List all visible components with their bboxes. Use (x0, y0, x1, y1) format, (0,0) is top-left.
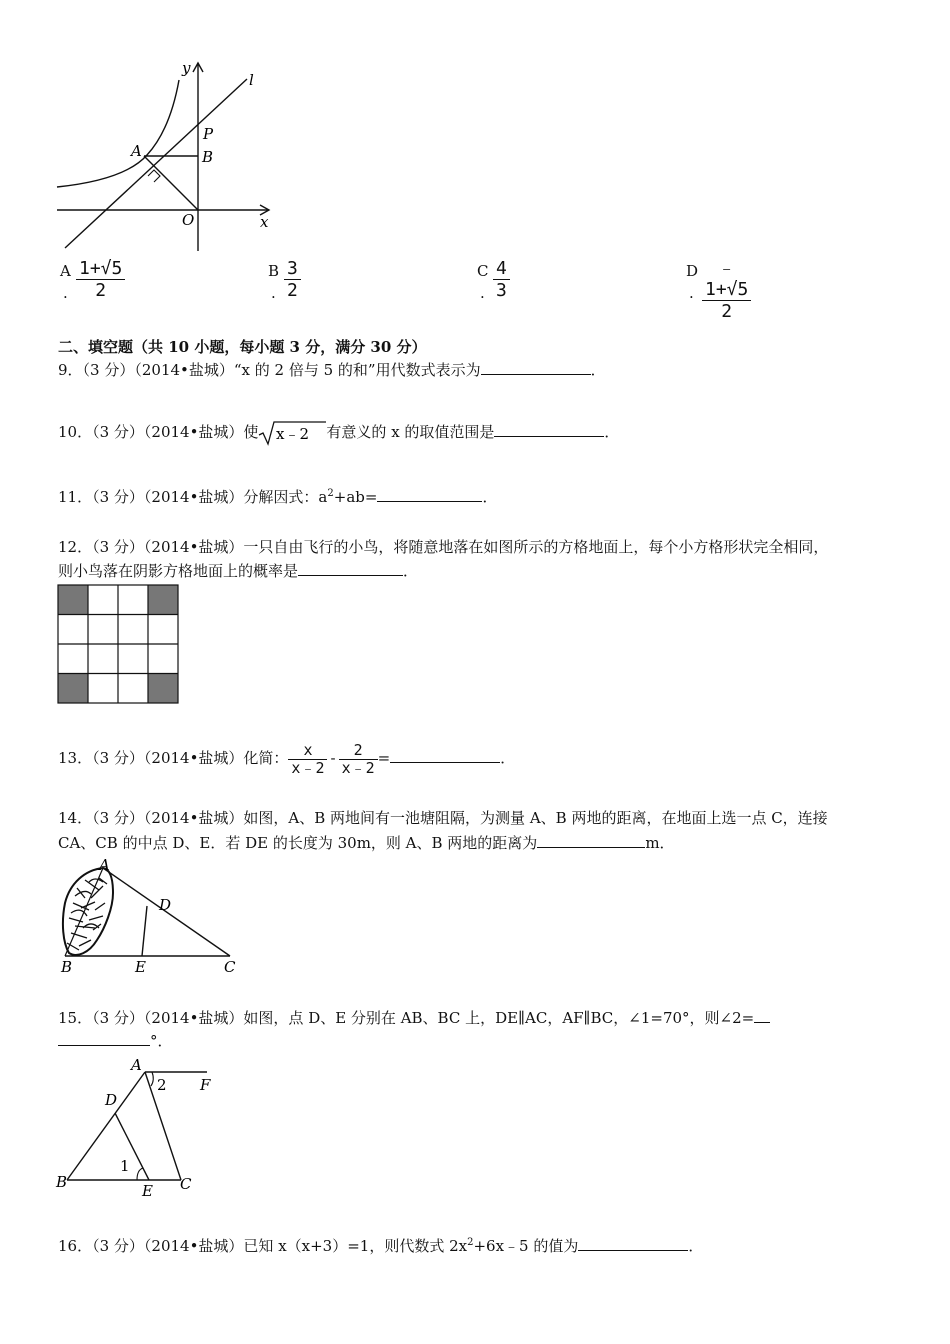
answer-blank-14[interactable] (537, 833, 645, 848)
question-16: 16．（3 分）（2014•盐城）已知 x（x+3）=1，则代数式 $2x^2+6x﹣5$ 的值为 ． (58, 1237, 704, 1255)
label-y: y (182, 59, 191, 77)
label-C: C (180, 1175, 192, 1193)
label-P: P (203, 125, 214, 143)
label-B: B (56, 1173, 68, 1191)
label-x: x (260, 213, 269, 231)
answer-blank-10[interactable] (494, 422, 604, 437)
shaded-cell (58, 674, 88, 704)
option-a-letter: A (60, 262, 71, 280)
section-title: 二、填空题（共 10 小题，每小题 3 分，满分 30 分） (58, 338, 427, 356)
question-15-line1: 15．（3 分）（2014•盐城）如图，点 D、E 分别在 AB、BC 上，DE∥AC，AF∥BC，∠1=70°，则∠2= (58, 1008, 770, 1028)
q15-parallel-figure (55, 1058, 225, 1198)
label-D: D (105, 1091, 118, 1109)
question-10: 10．（3 分）（2014•盐城）使 x﹣2 有意义的 x 的取值范围是 ． (58, 420, 619, 446)
sqrt-expression (258, 420, 326, 446)
answer-blank-15[interactable] (58, 1031, 150, 1046)
option-d-fraction: $\frac{﹣1+√5}{2}$ (702, 258, 751, 322)
option-b-fraction: $\frac{3}{2}$ (284, 258, 301, 301)
shaded-cell (148, 585, 178, 615)
label-E: E (142, 1182, 153, 1198)
label-A: A (131, 142, 142, 160)
question-11: 11．（3 分）（2014•盐城）分解因式：$a^2+ab=$ ． (58, 488, 498, 506)
pond-hatch (63, 868, 113, 955)
answer-blank-15a[interactable] (754, 1008, 770, 1023)
question-12-line1: 12．（3 分）（2014•盐城）一只自由飞行的小鸟，将随意地落在如图所示的方格地面上，每个小方格形状完全相同， (58, 538, 829, 556)
question-15-line2: °． (58, 1031, 173, 1051)
answer-blank-9[interactable] (481, 360, 591, 375)
answer-blank-13[interactable] (390, 748, 500, 763)
answer-blank-16[interactable] (578, 1236, 688, 1251)
shaded-cell (58, 585, 88, 615)
label-E: E (135, 958, 146, 976)
option-c-fraction: $\frac{4}{3}$ (493, 258, 510, 301)
answer-blank-11[interactable] (377, 487, 482, 502)
q14-pond-figure (55, 858, 250, 980)
answer-blank-12[interactable] (298, 561, 403, 576)
question-9: 9．（3 分）（2014•盐城）“x 的 2 倍与 5 的和”用代数式表示为 ． (58, 361, 606, 379)
option-d-letter: D (686, 262, 699, 280)
label-O: O (182, 211, 195, 229)
q12-grid-figure (57, 584, 179, 704)
question-14-line2: CA、CB 的中点 D、E．若 DE 的长度为 30m，则 A、B 两地的距离为 m． (58, 834, 675, 852)
label-A: A (131, 1058, 142, 1074)
question-12-line2: 则小鸟落在阴影方格地面上的概率是 ． (58, 562, 419, 580)
question-13: 13．（3 分）（2014•盐城）化简： $\frac{x}{x﹣2}$ - $\frac{2}{x﹣2}$ = ． (58, 740, 516, 777)
label-l: l (249, 71, 254, 89)
option-b-letter: B (268, 262, 280, 280)
angle-1-label: 1 (120, 1157, 130, 1175)
angle-2-label: 2 (157, 1076, 167, 1094)
option-c-letter: C (477, 262, 489, 280)
label-A: A (99, 858, 110, 874)
option-a-fraction: $\frac{1+√5}{2}$ (76, 258, 125, 301)
svg-text:x﹣2: x﹣2 (276, 425, 310, 443)
label-C: C (224, 958, 236, 976)
fraction-2-over-x-minus-2: $\frac{2}{x﹣2}$ (339, 742, 378, 777)
shaded-cell (148, 674, 178, 704)
label-B: B (202, 148, 214, 166)
label-B: B (61, 958, 73, 976)
label-D: D (159, 896, 172, 914)
fraction-x-over-x-minus-2: $\frac{x}{x﹣2}$ (288, 742, 327, 777)
q8-graph-figure (55, 55, 285, 255)
question-14-line1: 14．（3 分）（2014•盐城）如图，A、B 两地间有一池塘阻隔，为测量 A、B 两地的距离，在地面上选一点 C，连接 (58, 809, 828, 827)
label-F: F (200, 1076, 211, 1094)
